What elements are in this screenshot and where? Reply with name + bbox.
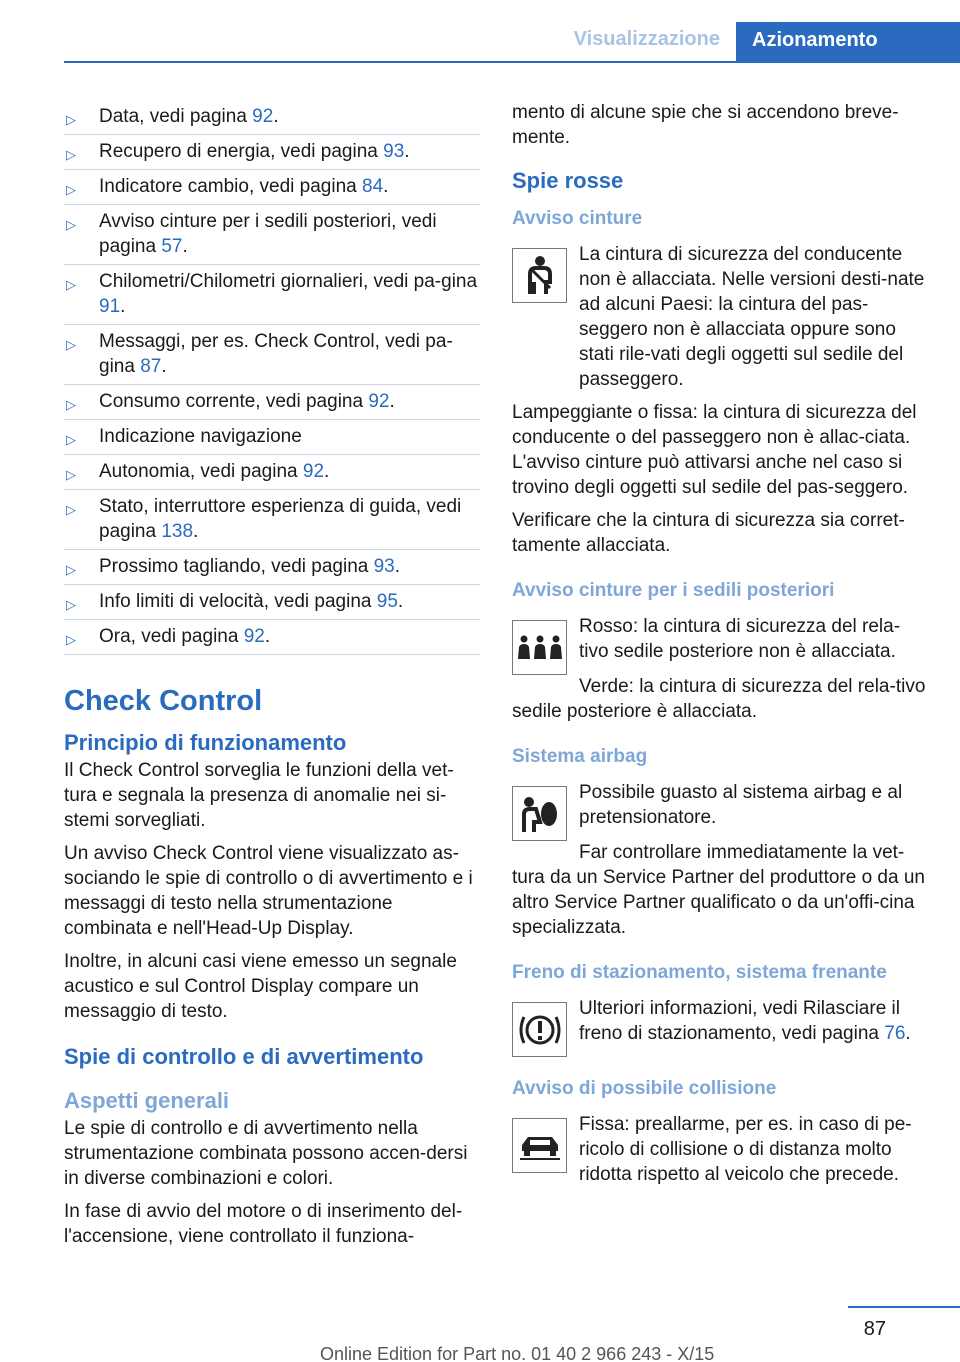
- airbag-heading: Sistema airbag: [512, 746, 648, 767]
- display-items-list: [64, 100, 480, 655]
- collision-block: [512, 1112, 928, 1187]
- punct: .: [394, 556, 401, 577]
- list-item-text: Avviso cinture per i sedili posteriori, vedi pagina: [99, 211, 437, 257]
- edition-note: Online Edition for Part no. 01 40 2 966 243 - X/15: [320, 1344, 715, 1362]
- list-item: [64, 100, 480, 135]
- paragraph: Le spie di controllo e di avvertimento nella strumentazione combinata possono accen‐dersi in diverse combinazioni e colori.: [64, 1118, 468, 1189]
- list-item-text: Messaggi, per es. Check Control, vedi pa‐gina: [99, 331, 453, 377]
- airbag-icon: [512, 786, 567, 841]
- punct: .: [404, 141, 410, 162]
- left-column: [64, 100, 480, 1257]
- page-link[interactable]: 93: [373, 556, 395, 577]
- seatbelt-text: La cintura di sicurezza del conducente non è allacciata. Nelle versioni desti‐nate ad alcuni Paesi: la cintura del pas‐seggero non è allacciata oppure sono stati rile‐vati degli oggetti sul sedile del passeggero.: [579, 244, 925, 390]
- punct: .: [193, 521, 199, 542]
- principle-heading: Principio di funzionamento: [64, 730, 347, 755]
- punct: .: [397, 591, 404, 612]
- collision-car-icon: [512, 1118, 567, 1173]
- paragraph: [579, 242, 928, 392]
- list-item-text: Stato, interruttore esperienza di guida, vedi pagina: [99, 496, 462, 542]
- check-control-title: Check Control: [64, 685, 263, 717]
- list-item: [64, 455, 480, 490]
- punct: .: [264, 626, 271, 647]
- paragraph: Far controllare immediatamente la vet‐tura da un Service Partner del produttore o da un altro Service Partner qualificato o da un'offi‐cina specializzata.: [512, 842, 925, 938]
- list-item: [64, 205, 480, 265]
- paragraph: Fissa: preallarme, per es. in caso di pe‐ricolo di collisione o di distanza molto ridotta rispetto al veicolo che precede.: [579, 1114, 912, 1185]
- list-item-text: Ora, vedi pagina: [99, 626, 244, 647]
- page-link[interactable]: 57: [161, 236, 183, 257]
- list-item: [64, 385, 480, 420]
- punct: .: [383, 176, 389, 197]
- bullet-triangle-icon: ▷: [66, 147, 76, 162]
- brake-text: Ulteriori informazioni, vedi Rilasciare il freno di stazionamento, vedi pagina: [579, 998, 900, 1044]
- chapter-tab: Azionamento: [736, 22, 960, 63]
- page-header: [0, 0, 960, 64]
- list-item-text: Info limiti di velocità, vedi pagina: [99, 591, 377, 612]
- page-link[interactable]: 91: [99, 296, 121, 317]
- bullet-triangle-icon: ▷: [66, 597, 76, 612]
- paragraph: Verde: la cintura di sicurezza del rela‐tivo sedile posteriore è allacciata.: [512, 676, 926, 722]
- paragraph: Possibile guasto al sistema airbag e al pretensionatore.: [579, 782, 903, 828]
- list-item-text: Prossimo tagliando, vedi pagina: [99, 556, 374, 577]
- punct: .: [182, 236, 188, 257]
- brake-warning-icon: [512, 1002, 567, 1057]
- bullet-triangle-icon: ▷: [66, 562, 76, 577]
- bullet-triangle-icon: ▷: [66, 217, 76, 232]
- list-item: [64, 325, 480, 385]
- page-link[interactable]: 92: [368, 391, 390, 412]
- paragraph: Rosso: la cintura di sicurezza del rela‐tivo sedile posteriore non è allacciata.: [579, 616, 901, 662]
- bullet-triangle-icon: ▷: [66, 277, 76, 292]
- paragraph: Verificare che la cintura di sicurezza sia corret‐tamente allacciata.: [512, 510, 905, 556]
- bullet-triangle-icon: ▷: [66, 112, 76, 127]
- bullet-triangle-icon: ▷: [66, 467, 76, 482]
- bullet-triangle-icon: ▷: [66, 337, 76, 352]
- list-item-text: Data, vedi pagina: [99, 106, 253, 127]
- bullet-triangle-icon: ▷: [66, 502, 76, 517]
- brake-heading: Freno di stazionamento, sistema frenante: [512, 962, 887, 983]
- paragraph: Un avviso Check Control viene visualizzato as‐sociando le spie di controllo o di avvertimento e i messaggi di testo nella strumentazione combinata e nell'Head-Up Display.: [64, 843, 473, 939]
- punct: .: [905, 1023, 911, 1044]
- seatbelt-block: [512, 242, 928, 392]
- page-link[interactable]: 76: [884, 1023, 906, 1044]
- punct: .: [273, 106, 279, 127]
- paragraph: In fase di avvio del motore o di inserimento del‐l'accensione, viene controllato il funziona‐: [64, 1201, 463, 1247]
- page-footer: [0, 1300, 960, 1362]
- punct: .: [324, 461, 330, 482]
- bullet-triangle-icon: ▷: [66, 632, 76, 647]
- seatbelt-icon: [512, 248, 567, 303]
- punct: .: [161, 356, 167, 377]
- list-item-text: Indicatore cambio, vedi pagina: [99, 176, 362, 197]
- page-link[interactable]: 84: [362, 176, 384, 197]
- general-aspects-heading: Aspetti generali: [64, 1088, 230, 1113]
- punct: .: [120, 296, 126, 317]
- bullet-triangle-icon: ▷: [66, 432, 76, 447]
- airbag-block: [512, 780, 928, 840]
- section-label: Visualizzazione: [573, 28, 720, 50]
- rear-seatbelt-heading: Avviso cinture per i sedili posteriori: [512, 580, 835, 601]
- list-item: [64, 135, 480, 170]
- page-link[interactable]: 95: [376, 591, 398, 612]
- rear-seatbelt-block: [512, 614, 928, 674]
- page-number: 87: [863, 1318, 886, 1340]
- seatbelt-heading: Avviso cinture: [512, 208, 643, 229]
- rear-seatbelt-icon: [512, 620, 567, 675]
- paragraph: Il Check Control sorveglia le funzioni della vet‐tura e segnala la presenza di anomalie nei si‐stemi sorvegliati.: [64, 760, 454, 831]
- red-lights-heading: Spie rosse: [512, 168, 624, 193]
- list-item-text: Consumo corrente, vedi pagina: [99, 391, 369, 412]
- page-link[interactable]: 92: [302, 461, 325, 482]
- paragraph: Lampeggiante o fissa: la cintura di sicurezza del conducente o del passeggero non è allac‐ciata. L'avviso cinture può attivarsi anche nel caso si trovino degli oggetti sul sedile del pas‐seggero.: [512, 402, 917, 498]
- list-item: [64, 550, 480, 585]
- footer-rule: [848, 1306, 960, 1308]
- list-item: [64, 265, 480, 325]
- brake-block: [512, 996, 928, 1056]
- paragraph: mento di alcune spie che si accendono breve‐mente.: [512, 102, 899, 148]
- page-link[interactable]: 92: [252, 106, 274, 127]
- list-item-text: Chilometri/Chilometri giornalieri, vedi pa‐gina: [99, 271, 478, 292]
- list-item: [64, 420, 480, 455]
- bullet-triangle-icon: ▷: [66, 397, 76, 412]
- warning-lights-heading: Spie di controllo e di avvertimento: [64, 1044, 424, 1069]
- list-item-text: Autonomia, vedi pagina: [99, 461, 303, 482]
- bullet-triangle-icon: ▷: [66, 182, 76, 197]
- header-rule: [64, 61, 960, 63]
- collision-heading: Avviso di possibile collisione: [512, 1078, 777, 1099]
- page-link[interactable]: 93: [383, 141, 405, 162]
- paragraph: Inoltre, in alcuni casi viene emesso un segnale acustico e sul Control Display compare un messaggio di testo.: [64, 951, 457, 1022]
- list-item-text: Recupero di energia, vedi pagina: [99, 141, 384, 162]
- page-link[interactable]: 138: [161, 521, 194, 542]
- right-column: [512, 100, 928, 1195]
- page-link[interactable]: 92: [243, 626, 265, 647]
- list-item: [64, 620, 480, 655]
- page-link[interactable]: 87: [140, 356, 162, 377]
- list-item-text: Indicazione navigazione: [99, 426, 302, 447]
- list-item: [64, 585, 480, 620]
- list-item: [64, 490, 480, 550]
- paragraph: [579, 996, 928, 1046]
- list-item: [64, 170, 480, 205]
- punct: .: [389, 391, 395, 412]
